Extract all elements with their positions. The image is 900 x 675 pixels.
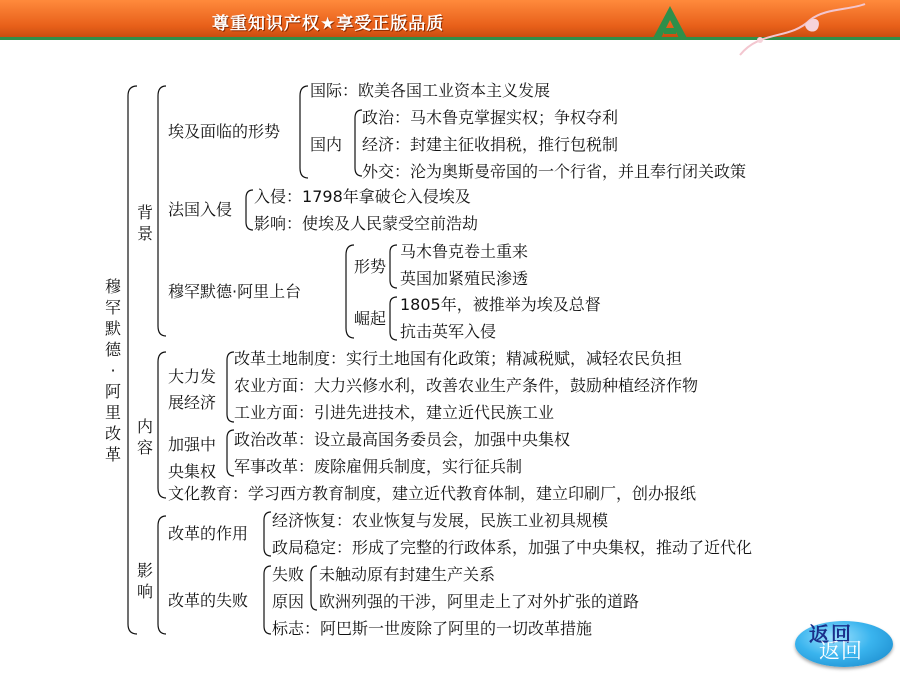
intl-text: 欧美各国工业资本主义发展 (358, 81, 551, 100)
central-brace (227, 430, 234, 476)
failure-brace (264, 566, 271, 634)
ali-rise-item-1: 1805年，被推举为埃及总督 (400, 295, 601, 314)
industry-text: 引进先进技术，建立近代民族工业 (314, 403, 555, 422)
background-brace (158, 86, 166, 336)
situation-label: 埃及面临的形势 (168, 122, 281, 141)
fail-reason-brace (311, 566, 317, 610)
reason-text: 欧洲列强的干涉，阿里走上了对外扩张的道路 (319, 592, 640, 611)
industry-label: 工业方面 (234, 403, 299, 422)
effect-econ-row: 经济恢复：农业恢复与发展，民族工业初具规模 (272, 511, 609, 530)
intl-row: 国际：欧美各国工业资本主义发展 (310, 81, 551, 100)
ali-brace (346, 245, 354, 338)
economy-label: 经济 (362, 135, 395, 154)
situation-brace (300, 86, 308, 178)
invasion-text: 1798年拿破仑入侵埃及 (302, 187, 471, 206)
root-label: 穆罕默德·阿里改革 (104, 277, 121, 464)
influence-label: 影响 (136, 561, 153, 601)
diplomacy-text: 沦为奥斯曼帝国的一个行省，并且奉行闭关政策 (410, 162, 747, 181)
back-button[interactable] (795, 621, 893, 667)
french-label: 法国入侵 (168, 200, 233, 219)
agri-text: 大力兴修水利，改善农业生产条件，鼓励种植经济作物 (314, 376, 699, 395)
economy-text: 封建主征收捐税，推行包税制 (410, 135, 619, 154)
political-reform-row: 政治改革：设立最高国务委员会，加强中央集权 (234, 430, 571, 449)
french-invasion-row: 入侵：1798年拿破仑入侵埃及 (254, 187, 471, 206)
effect-econ-label: 经济恢复 (272, 511, 337, 530)
sign-label: 标志 (272, 619, 305, 638)
ali-situation-item-2: 英国加紧殖民渗透 (400, 269, 529, 288)
impact-label: 影响 (254, 214, 287, 233)
ali-situation-item-1: 马木鲁克卷土重来 (400, 242, 529, 261)
domestic-economy-row: 经济：封建主征收捐税，推行包税制 (362, 135, 619, 154)
content-central-label (168, 431, 222, 485)
background-label: 背景 (136, 203, 153, 243)
french-brace (246, 190, 253, 230)
back-button-label: 返回 (819, 639, 863, 663)
impact-text: 使埃及人民蒙受空前浩劫 (302, 214, 479, 233)
content-economy-label (168, 364, 222, 416)
military-reform-text: 废除雇佣兵制度，实行征兵制 (314, 457, 523, 476)
political-reform-label: 政治改革 (234, 430, 299, 449)
political-reform-text: 设立最高国务委员会，加强中央集权 (314, 430, 571, 449)
ali-rise-item-2: 抗击英军入侵 (400, 322, 497, 341)
reason-label: 原因 (272, 592, 305, 611)
back-button-ghost-text: 返回 (809, 622, 853, 646)
central-branch-label: 加强中央集权 (168, 435, 217, 481)
intl-label: 国际 (310, 81, 343, 100)
effect-econ-text: 农业恢复与发展，民族工业初具规模 (352, 511, 609, 530)
culture-row: 文化教育：学习西方教育制度，建立近代教育体制，建立印刷厂，创办报纸 (168, 484, 697, 503)
agri-label: 农业方面 (234, 376, 299, 395)
land-text: 实行土地国有化政策；精减税赋，减轻农民负担 (346, 349, 683, 368)
military-reform-label: 军事改革 (234, 457, 299, 476)
sign-row: 标志：阿巴斯一世废除了阿里的一切改革措施 (272, 619, 593, 638)
ali-label: 穆罕默德·阿里上台 (168, 282, 302, 301)
economy-branch-label: 大力发展经济 (168, 367, 217, 412)
military-reform-row: 军事改革：废除雇佣兵制度，实行征兵制 (234, 457, 523, 476)
domestic-diplomacy-row: 外交：沦为奥斯曼帝国的一个行省，并且奉行闭关政策 (362, 162, 747, 181)
content-label: 内容 (136, 417, 153, 457)
fail-text: 未触动原有封建生产关系 (319, 565, 496, 584)
industry-row: 工业方面：引进先进技术，建立近代民族工业 (234, 403, 555, 422)
effect-pol-label: 政局稳定 (272, 538, 337, 557)
banner-text: 尊重知识产权★享受正版品质 (212, 14, 445, 34)
ali-rise-label: 崛起 (354, 309, 387, 328)
ali-situation-label: 形势 (354, 257, 387, 276)
influence-brace (158, 516, 166, 634)
culture-label: 文化教育 (168, 484, 233, 503)
domestic-brace (355, 110, 362, 176)
land-row: 改革土地制度：实行土地国有化政策；精减税赋，减轻农民负担 (234, 349, 683, 368)
effect-label: 改革的作用 (168, 524, 249, 543)
effect-pol-text: 形成了完整的行政体系，加强了中央集权，推动了近代化 (352, 538, 753, 557)
politics-text: 马木鲁克掌握实权；争权夺利 (410, 108, 619, 127)
effect-pol-row: 政局稳定：形成了完整的行政体系，加强了中央集权，推动了近代化 (272, 538, 753, 557)
effect-brace (264, 512, 271, 556)
diplomacy-label: 外交 (362, 162, 395, 181)
domestic-politics-row: 政治：马木鲁克掌握实权；争权夺利 (362, 108, 619, 127)
sign-text: 阿巴斯一世废除了阿里的一切改革措施 (320, 619, 593, 638)
agri-row: 农业方面：大力兴修水利，改善农业生产条件，鼓励种植经济作物 (234, 376, 699, 395)
root-brace (128, 86, 137, 634)
invasion-label: 入侵 (254, 187, 287, 206)
land-label: 改革土地制度 (234, 349, 331, 368)
fail-label: 失败 (272, 565, 305, 584)
french-impact-row: 影响：使埃及人民蒙受空前浩劫 (254, 214, 479, 233)
content-brace (158, 352, 166, 498)
domestic-label: 国内 (310, 135, 343, 154)
ali-situation-brace (390, 245, 397, 288)
failure-label: 改革的失败 (168, 591, 249, 610)
economy-brace (227, 352, 234, 422)
culture-text: 学习西方教育制度，建立近代教育体制，建立印刷厂，创办报纸 (248, 484, 697, 503)
politics-label: 政治 (362, 108, 395, 127)
ali-rise-brace (390, 297, 397, 340)
